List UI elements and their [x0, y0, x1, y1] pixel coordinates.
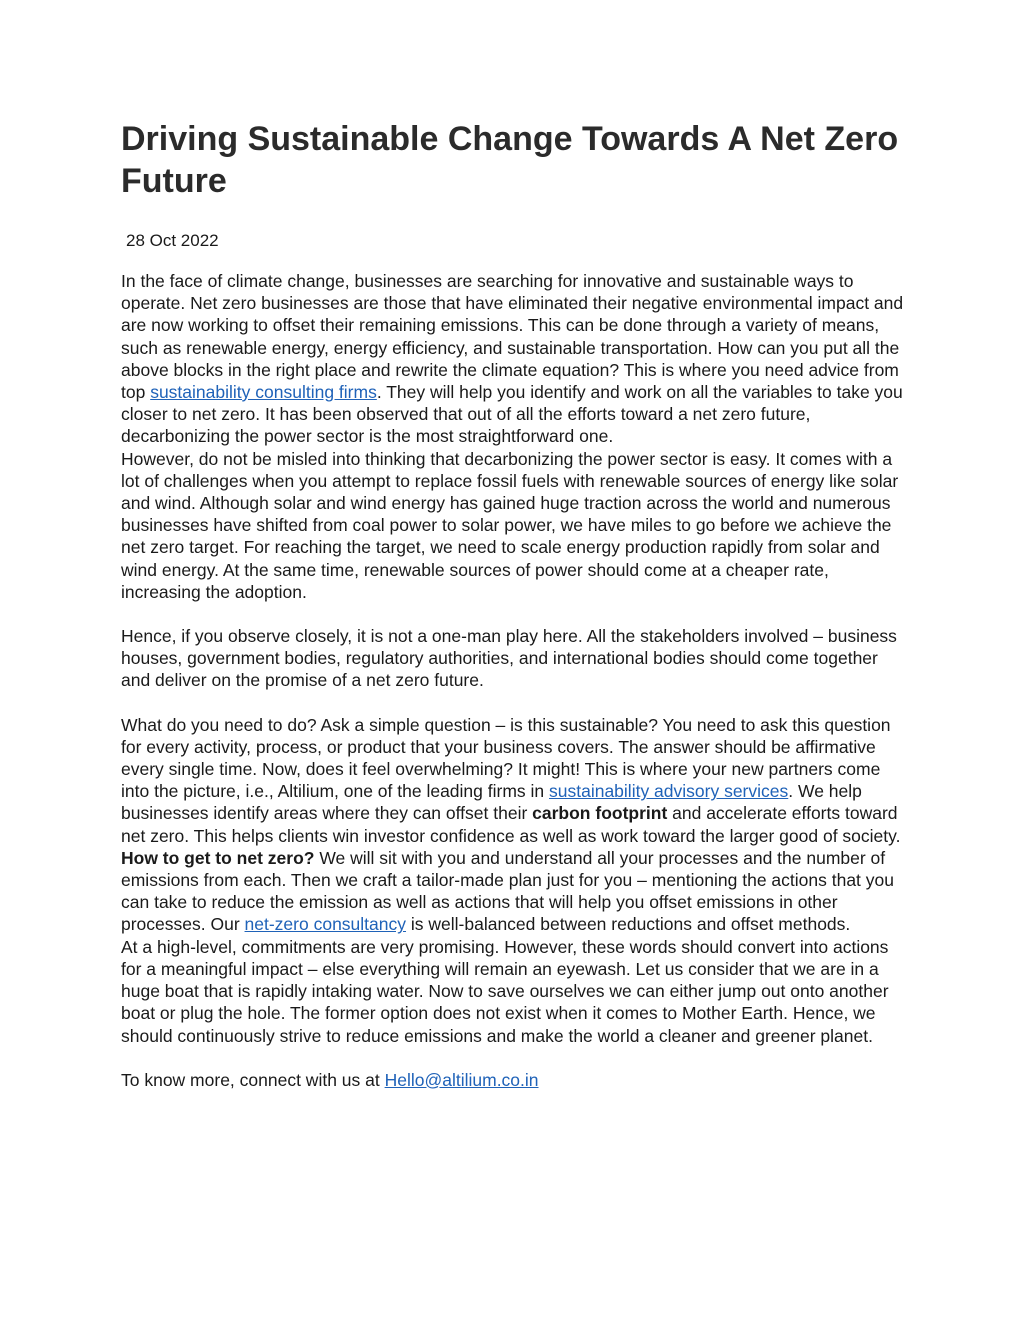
paragraph-text: To know more, connect with us at	[121, 1069, 385, 1090]
publish-date: 28 Oct 2022	[126, 231, 219, 250]
paragraph-contact	[121, 1069, 911, 1091]
paragraph-text: is well-balanced between reductions and offset methods.	[406, 914, 851, 935]
paragraph-how-to-net-zero	[121, 847, 911, 936]
paragraph-what-to-do	[121, 714, 911, 847]
article-body	[121, 270, 911, 1091]
paragraph-power-sector: However, do not be misled into thinking that decarbonizing the power sector is easy. It comes with a lot of challenges when you attempt to replace fossil fuels with renewable sources of energy like solar and wind. Although solar and wind energy has gained huge traction across the world and numerous businesses have shifted from coal power to solar power, we have miles to go before we achieve the net zero target. For reaching the target, we need to scale energy production rapidly from solar and wind energy. At the same time, renewable sources of power should come at a cheaper rate, increasing the adoption.	[121, 448, 899, 602]
paragraph-text: We will sit with you and understand all your processes and the number of emissions from each. Then we craft a tailor-made plan just for you – mentioning the actions that you can take to reduce the emission as well as actions that will help you offset emissions in other processes. Our	[121, 847, 894, 935]
contact-email-link[interactable]: Hello@altilium.co.in	[384, 1069, 539, 1090]
sustainability-consulting-firms-link[interactable]: sustainability consulting firms	[150, 382, 377, 403]
paragraph-text: . We help businesses identify areas where they can offset their	[121, 781, 862, 824]
how-to-net-zero-heading: How to get to net zero?	[121, 847, 315, 868]
paragraph-text: What do you need to do? Ask a simple question – is this sustainable? You need to ask this question for every activity, process, or product that your business covers. The answer should be affirmative every single time. Now, does it feel overwhelming? It might! This is where your new partners come into the picture, i.e., Altilium, one of the leading firms in	[121, 714, 891, 802]
sustainability-advisory-services-link[interactable]: sustainability advisory services	[549, 781, 789, 802]
paragraph-text: and accelerate efforts toward net zero. This helps clients win investor confidence as well as work toward the larger good of society.	[121, 803, 901, 846]
paragraph-text: . They will help you identify and work on all the variables to take you closer to net zero. It has been observed that out of all the efforts toward a net zero future, decarbonizing the power sector is the most straightforward one.	[121, 382, 903, 447]
paragraph-stakeholders: Hence, if you observe closely, it is not a one-man play here. All the stakeholders involved – business houses, government bodies, regulatory authorities, and international bodies should come together and deliver on the promise of a net zero future.	[121, 626, 897, 691]
document-page	[121, 118, 911, 1091]
net-zero-consultancy-link[interactable]: net-zero consultancy	[244, 914, 407, 935]
page-title: Driving Sustainable Change Towards A Net Zero Future	[121, 120, 899, 200]
paragraph-commitments: At a high-level, commitments are very promising. However, these words should convert into actions for a meaningful impact – else everything will remain an eyewash. Let us consider that we are in a huge boat that is rapidly intaking water. Now to save ourselves we can either jump out onto another boat or plug the hole. The former option does not exist when it comes to Mother Earth. Hence, we should continuously strive to reduce emissions and make the world a cleaner and greener planet.	[121, 936, 889, 1046]
paragraph-text: In the face of climate change, businesses are searching for innovative and sustainable ways to operate. Net zero businesses are those that have eliminated their negative environmental impact and are now working to offset their remaining emissions. This can be done through a variety of means, such as renewable energy, energy efficiency, and sustainable transportation. How can you put all the above blocks in the right place and rewrite the climate equation? This is where you need advice from top	[121, 271, 904, 403]
carbon-footprint-bold: carbon footprint	[532, 803, 668, 824]
paragraph-intro	[121, 270, 911, 448]
